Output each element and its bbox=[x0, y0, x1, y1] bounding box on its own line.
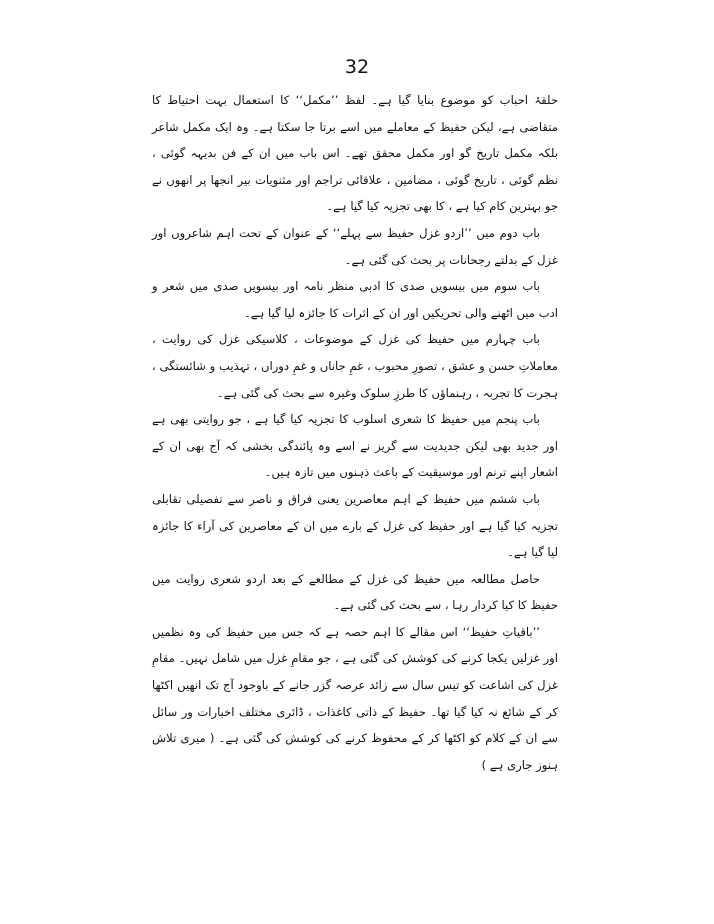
paragraph: ’’باقیاتِ حفیظ‘‘ اس مقالے کا اہم حصہ ہے کہ جس میں حفیظ کی وہ نظمیں اور غزلیں یکجا کرنے کی کوشش کی گئی ہے ، جو مقامِ غزل میں شامل نہیں۔ مقامِ غزل کی اشاعت کو تیس سال سے زائد عرصہ گزر جانے کے باوجود آج تک انھیں اکٹھا کر کے شائع نہ کیا گیا تھا۔ حفیظ کے ذاتی کاغذات ، ڈائری مختلف اخبارات ور سائل سے ان کے کلام کو اکٹھا کر کے محفوظ کرنے کی کوشش کی گئی ہے۔ ( میری تلاش ہنوز جاری ہے ) bbox=[152, 624, 558, 772]
paragraph: باب سوم میں بیسویں صدی کا ادبی منظر نامہ اور بیسویں صدی میں شعر و ادب میں اٹھنے والی تحریکیں اور ان کے اثرات کا جائزہ لیا گیا ہے۔ bbox=[152, 279, 558, 320]
paragraph: باب پنجم میں حفیظ کا شعری اسلوب کا تجزیہ کیا گیا ہے ، جو روایتی بھی ہے اور جدید بھی لیکن جدیدیت سے گریز نے اسے وہ پائندگی بخشی کہ آج بھی ان کے اشعار اپنے ترنم اور موسیقیت کے باعث ذہنوں میں تازہ ہیں۔ bbox=[152, 412, 558, 480]
page-number: 32 bbox=[344, 56, 370, 78]
paragraph: باب چہارم میں حفیظ کی غزل کے موضوعات ، کلاسیکی غزل کی روایت ، معاملاتِ حسن و عشق ، تصورِ محبوب ، غمِ جاناں و غمِ دوراں ، تہذیب و شائستگی ، ہجرت کا تجربہ ، رہنماؤں کا طرزِ سلوک وغیرہ سے بحث کی گئی ہے۔ bbox=[152, 332, 558, 400]
paragraph: حاصل مطالعہ میں حفیظ کی غزل کے مطالعے کے بعد اردو شعری روایت میں حفیظ کا کیا کردار رہا ، سے بحث کی گئی ہے۔ bbox=[152, 571, 558, 613]
body-text bbox=[152, 87, 558, 778]
paragraph: حلقۂ احباب کو موضوع بنایا گیا ہے۔ لفظ ’’مکمل‘‘ کا استعمال بہت احتیاط کا متقاضی ہے، لیکن حفیظ کے معاملے میں اسے برتا جا سکتا ہے۔ وہ ایک مکمل شاعر بلکہ مکمل تاریخ گو اور مکمل محقق تھے۔ اس باب میں ان کے فن بدیہہ گوئی ، نظم گوئی ، تاریخ گوئی ، مضامین ، علاقائی تراجم اور مثنویات بیر انجھا پر انھوں نے جو بہترین کام کیا ہے ، کا بھی تجزیہ کیا گیا ہے۔ bbox=[152, 93, 558, 214]
paragraph: باب دوم میں ’’اردو غزل حفیظ سے پہلے‘‘ کے عنوان کے تحت اہم شاعروں اور غزل کے بدلتے رجحانات پر بحث کی گئی ہے۔ bbox=[152, 225, 558, 267]
paragraph: باب ششم میں حفیظ کے اہم معاصرین یعنی فراق و ناصر سے تفصیلی تقابلی تجزیہ کیا گیا ہے اور حفیظ کی غزل کے بارے میں ان کے معاصرین کی آراء کا جائزہ لیا گیا ہے۔ bbox=[152, 491, 558, 560]
